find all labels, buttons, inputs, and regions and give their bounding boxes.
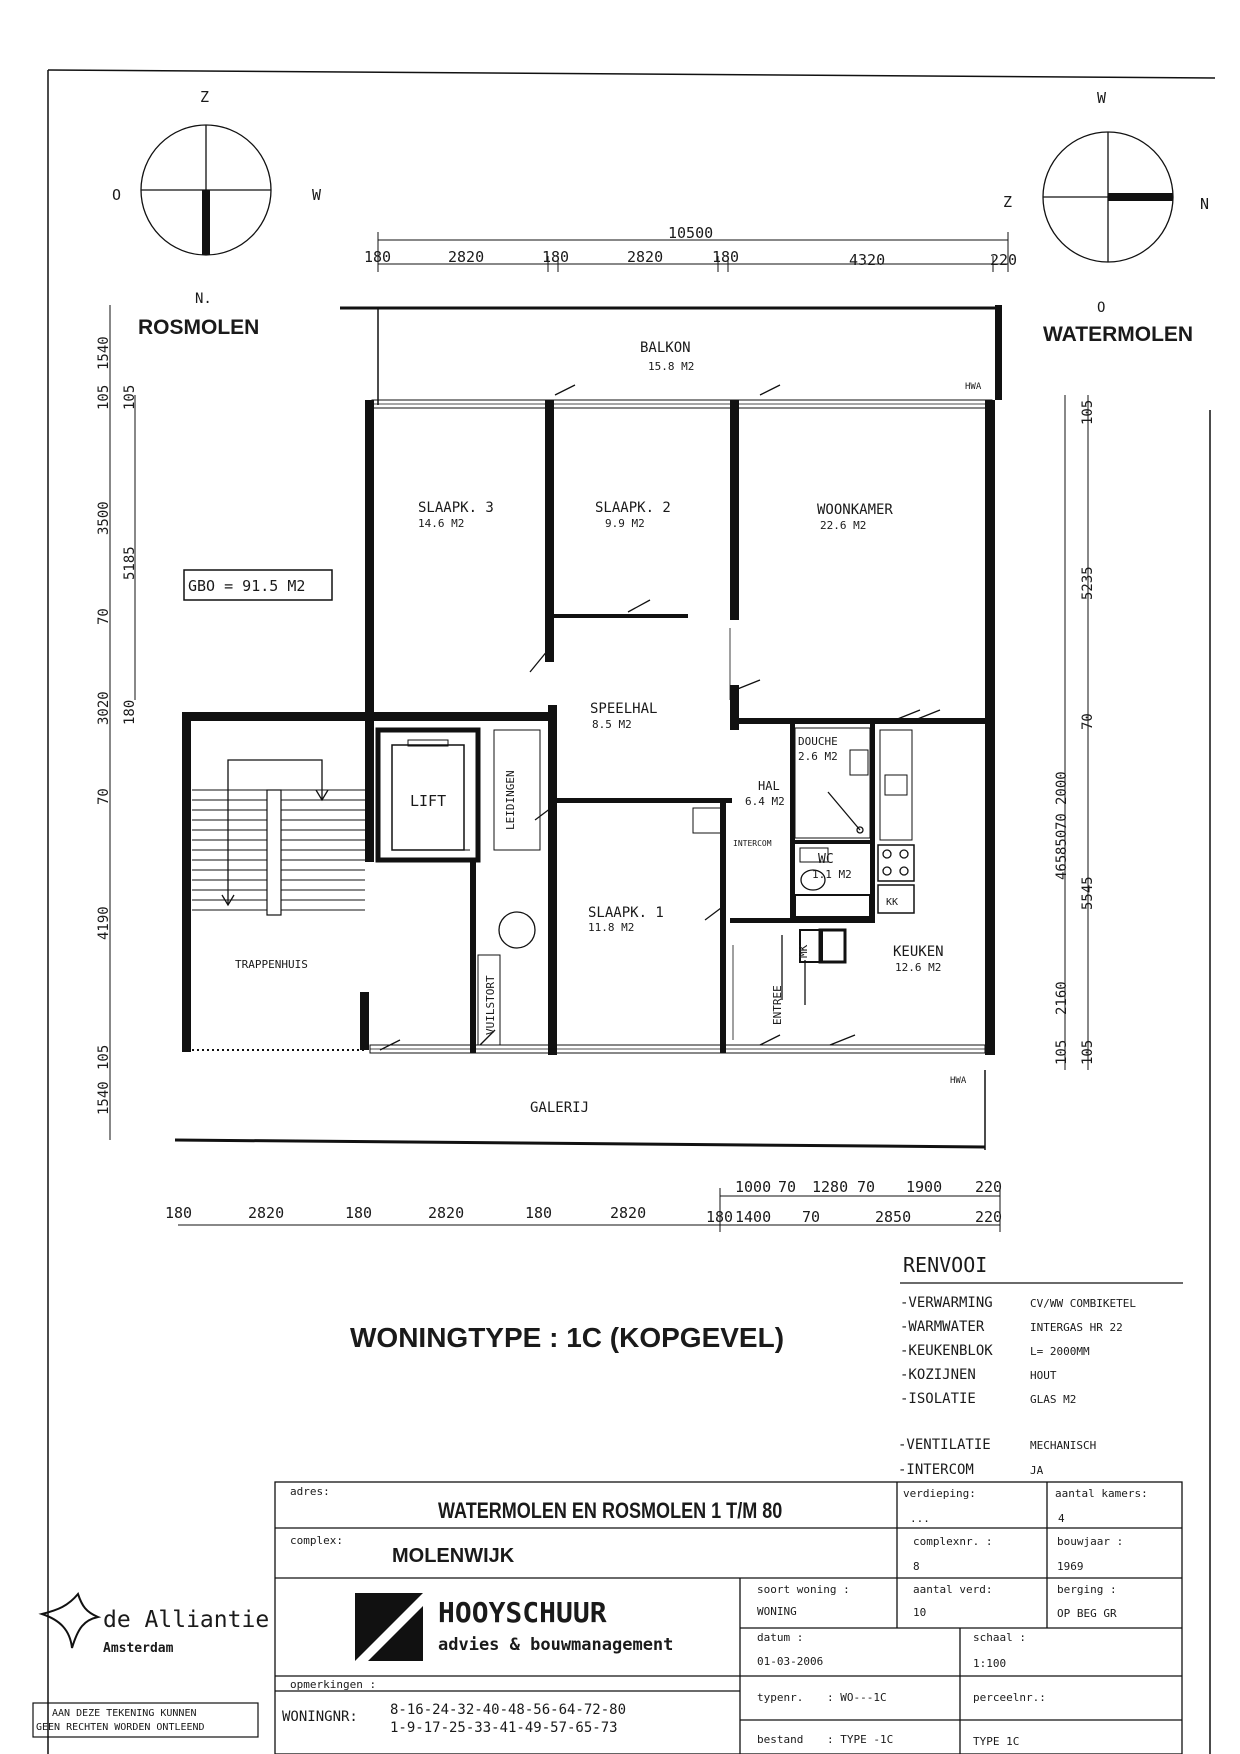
renvooi-key-3: -KOZIJNEN [900,1367,976,1383]
sheet-border-top [48,70,1215,78]
room-woonkamer-name: WOONKAMER [817,502,893,518]
dim-top-1: 2820 [448,248,485,266]
room-slaapk2-area: 9.9 M2 [605,517,645,530]
tb-opm-label: opmerkingen : [290,1678,377,1691]
tb-typenr-label: typenr. [757,1691,804,1704]
dim-bottom1-5: 2820 [610,1204,647,1222]
room-keuken-area: 12.6 M2 [895,961,942,974]
dim-bottom2-up-3: 70 [857,1178,876,1196]
tb-complex: MOLENWIJK [392,1545,515,1567]
tb-woningnr-label: WONINGNR: [282,1709,358,1725]
dim-right-5: 850 [1054,829,1070,855]
dim-right-4: 465 [1054,854,1070,880]
dim-left-1: 105 [96,384,112,410]
renvooi-val-6: JA [1030,1464,1044,1477]
dim-bottom1-3: 2820 [428,1204,465,1222]
alliantie-name: de Alliantie [103,1607,270,1633]
room-lift-name: LIFT [410,792,447,810]
intercom-label: INTERCOM [733,839,772,848]
dim-right-6: 70 [1054,813,1070,830]
tb-soort: WONING [757,1605,797,1618]
hwa-top: HWA [965,382,982,392]
alliantie-logo [42,1594,269,1656]
dim-bottom2-up-5: 220 [975,1178,1003,1196]
room-leidingen-name: LEIDINGEN [504,770,517,830]
room-hal-area: 6.4 M2 [745,795,785,808]
tb-adres-label: adres: [290,1485,330,1498]
hwa-bottom: HWA [950,1076,967,1086]
dim-top-5: 4320 [849,251,886,269]
dim-top-0: 180 [364,248,392,266]
tb-typenr: : WO---1C [827,1691,887,1704]
alliantie-city: Amsterdam [103,1641,174,1656]
renvooi-key-4: -ISOLATIE [900,1391,976,1407]
dim-left [96,305,138,1140]
dim-right-9: 105 [1054,1039,1070,1065]
tb-adres: WATERMOLEN EN ROSMOLEN 1 T/M 80 [438,1499,783,1524]
renvooi [898,1253,1183,1478]
dim-top-6: 220 [990,251,1018,269]
tb-bouwjaar: 1969 [1057,1560,1084,1573]
galerij-edge [175,1140,985,1147]
dim-bottom2-up-2: 1280 [812,1178,849,1196]
dim-left-0: 1540 [96,336,112,370]
dim-right [1054,395,1096,1070]
dim-bottom2-up-1: 70 [778,1178,797,1196]
dim-bottom2-lo-1: 1400 [735,1208,772,1226]
renvooi-val-3: HOUT [1030,1369,1057,1382]
tb-berging-label: berging : [1057,1583,1117,1596]
room-vuilstort-name: VUILSTORT [484,975,497,1035]
dim-left-4: 5185 [122,546,138,580]
tb-datum-label: datum : [757,1631,804,1644]
tb-woningnr-1: 8-16-24-32-40-48-56-64-72-80 [390,1702,627,1718]
kk-label: KK [886,897,899,908]
compass-left-bottom: N. [195,291,212,307]
room-trappenhuis-name: TRAPPENHUIS [235,958,308,971]
vuilstort-chute [499,912,535,948]
tb-kamers: 4 [1058,1512,1065,1525]
dim-top-2: 180 [542,248,570,266]
room-woonkamer-area: 22.6 M2 [820,519,867,532]
room-wc-area: 1.1 M2 [812,868,852,881]
tb-verdieping: ... [910,1512,930,1525]
hooyschuur-logo [355,1593,673,1661]
room-speelhal-name: SPEELHAL [590,701,658,717]
compass-left-top: Z [200,88,210,106]
dim-bottom1-0: 180 [165,1204,193,1222]
room-balkon-area: 15.8 M2 [648,360,695,373]
room-douche-area: 2.6 M2 [798,750,838,763]
dim-left-2: 105 [122,384,138,410]
dim-left-11: 1540 [96,1081,112,1115]
compass-right-right: N [1200,195,1210,213]
tb-datum: 01-03-2006 [757,1655,824,1668]
dim-left-3: 3500 [96,501,112,535]
tb-bestand-label: bestand [757,1733,804,1746]
tb-berging: OP BEG GR [1057,1607,1117,1620]
room-speelhal-area: 8.5 M2 [592,718,632,731]
tb-verd: 10 [913,1606,927,1619]
disclaimer-line-1: AAN DEZE TEKENING KUNNEN [52,1708,197,1719]
dim-right-0: 105 [1080,399,1096,425]
tb-kamers-label: aantal kamers: [1055,1487,1148,1500]
company-name: HOOYSCHUUR [438,1596,607,1629]
dim-left-5: 70 [96,608,112,625]
renvooi-key-0: -VERWARMING [900,1295,993,1311]
dim-left-10: 105 [96,1044,112,1070]
kitchen-fixtures [693,730,914,962]
dim-bottom1-1: 2820 [248,1204,285,1222]
compass-left-left: O [112,186,122,204]
compass-right-bottom: O [1097,300,1106,316]
dim-top-total: 10500 [668,224,714,242]
compass-watermolen [1003,89,1209,346]
walls [182,400,995,1055]
compass-right-left: Z [1003,193,1013,211]
dim-right-7: 5545 [1080,876,1096,910]
tb-schaal-label: schaal : [973,1631,1026,1644]
room-douche-name: DOUCHE [798,735,838,748]
dim-left-9: 4190 [96,906,112,940]
compass-left-name: ROSMOLEN [138,316,260,339]
renvooi-val-4: GLAS M2 [1030,1393,1077,1406]
dim-bottom2-lo-0: 180 [706,1208,734,1226]
gbo-label: GBO = 91.5 M2 [188,577,306,595]
tb-verd-label: aantal verd: [913,1583,993,1596]
tb-complex-label: complex: [290,1534,343,1547]
dim-right-3: 2000 [1054,771,1070,805]
room-balkon-name: BALKON [640,340,691,356]
tb-woningnr-2: 1-9-17-25-33-41-49-57-65-73 [390,1720,618,1736]
compass-rosmolen [112,88,322,339]
room-entree-name: ENTREE [771,985,784,1025]
dim-top [364,224,1017,272]
disclaimer-line-2: GEEN RECHTEN WORDEN ONTLEEND [36,1722,205,1733]
dim-right-8: 2160 [1054,981,1070,1015]
renvooi-key-1: -WARMWATER [900,1319,985,1335]
room-slaapk3-area: 14.6 M2 [418,517,465,530]
room-wc-name: WC [818,852,834,867]
compass-right-top: W [1097,89,1107,107]
tb-bestand: : TYPE -1C [827,1733,894,1746]
dim-right-2: 70 [1080,713,1096,730]
dim-right-1: 5235 [1080,566,1096,600]
dim-bottom [165,1178,1002,1232]
tb-schaal: 1:100 [973,1657,1007,1670]
room-hal-name: HAL [758,779,780,793]
room-galerij-name: GALERIJ [530,1100,590,1116]
renvooi-val-0: CV/WW COMBIKETEL [1030,1297,1136,1310]
renvooi-val-1: INTERGAS HR 22 [1030,1321,1123,1334]
dim-bottom2-lo-4: 220 [975,1208,1003,1226]
dim-bottom1-4: 180 [525,1204,553,1222]
renvooi-key-2: -KEUKENBLOK [900,1343,993,1359]
room-slaapk1-area: 11.8 M2 [588,921,635,934]
tb-complexnr: 8 [913,1560,920,1573]
compass-left-right: W [312,186,322,204]
tb-perceel-label: perceelnr.: [973,1691,1046,1704]
compass-right-name: WATERMOLEN [1043,323,1194,346]
dim-right-10: 105 [1080,1039,1096,1065]
tb-complexnr-label: complexnr. : [913,1535,993,1548]
renvooi-key-5: -VENTILATIE [898,1437,991,1453]
dim-bottom1-2: 180 [345,1204,373,1222]
facade-windows-bottom [182,1045,985,1053]
dim-top-3: 2820 [627,248,664,266]
leidingen-shaft [494,730,540,850]
dim-left-6: 3020 [96,691,112,725]
renvooi-heading: RENVOOI [903,1253,988,1277]
renvooi-val-5: MECHANISCH [1030,1439,1097,1452]
dim-bottom2-lo-3: 2850 [875,1208,912,1226]
dim-top-4: 180 [712,248,740,266]
tb-bouwjaar-label: bouwjaar : [1057,1535,1124,1548]
tb-verdieping-label: verdieping: [903,1487,976,1500]
renvooi-val-2: L= 2000MM [1030,1345,1090,1358]
company-sub: advies & bouwmanagement [438,1635,674,1655]
room-keuken-name: KEUKEN [893,944,944,960]
renvooi-key-6: -INTERCOM [898,1462,974,1478]
dim-bottom2-up-0: 1000 [735,1178,772,1196]
dim-bottom2-lo-2: 70 [802,1208,821,1226]
dim-bottom2-up-4: 1900 [906,1178,943,1196]
tb-perceel: TYPE 1C [973,1735,1020,1748]
tb-soort-label: soort woning : [757,1583,850,1596]
room-slaapk3-name: SLAAPK. 3 [418,500,494,516]
stairs [192,760,365,915]
room-slaapk1-name: SLAAPK. 1 [588,905,664,921]
disclaimer-box [33,1703,258,1737]
dim-left-8: 70 [96,788,112,805]
facade-windows-top [372,400,992,408]
dim-left-7: 180 [122,699,138,725]
woningtype-title: WONINGTYPE : 1C (KOPGEVEL) [350,1322,785,1353]
room-slaapk2-name: SLAAPK. 2 [595,500,671,516]
mk-label: MK [797,944,810,958]
